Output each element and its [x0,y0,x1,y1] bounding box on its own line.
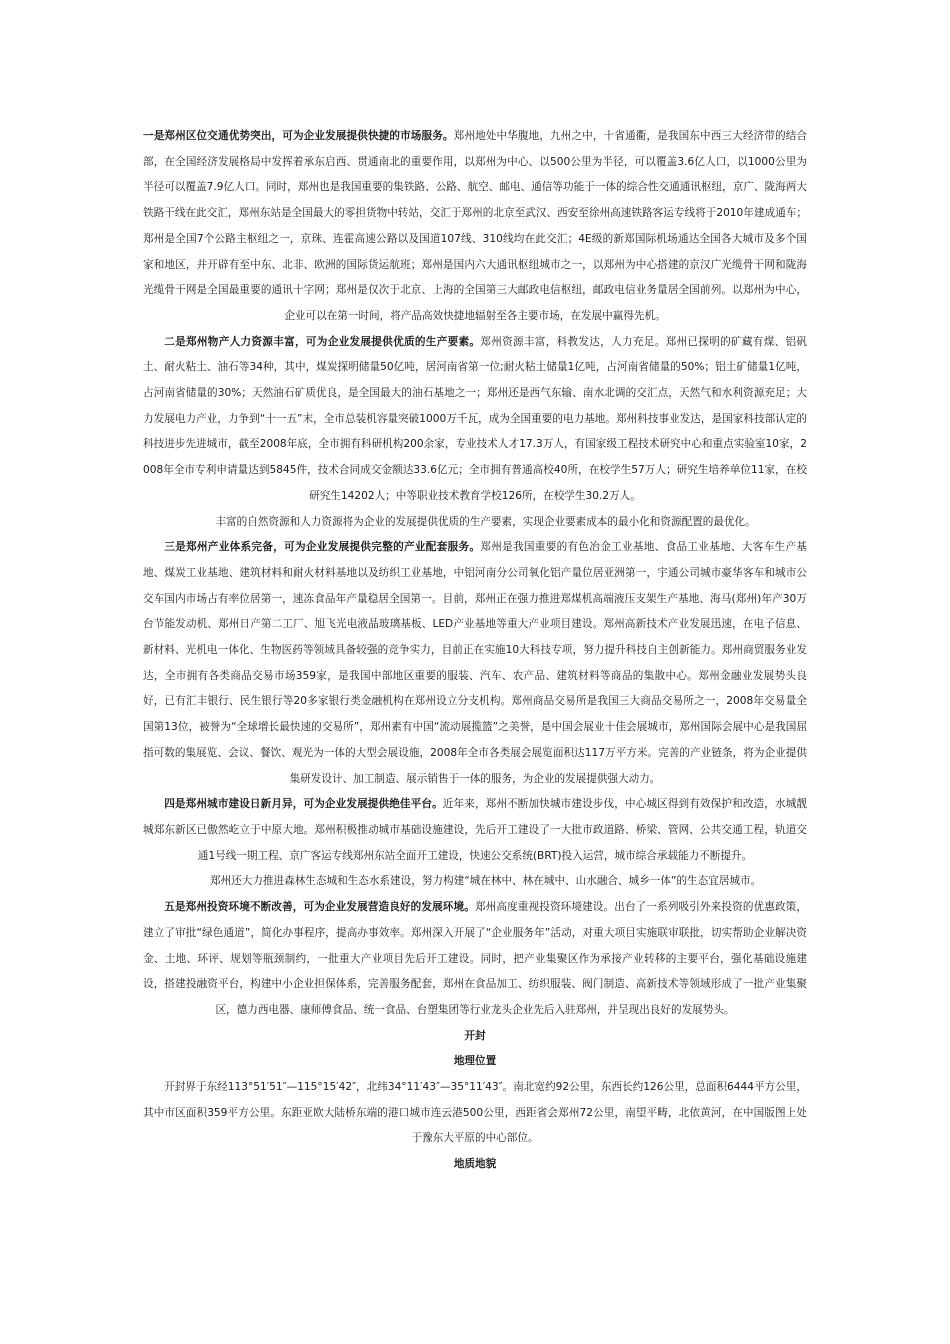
section-2-lead: 二是郑州物产人力资源丰富，可为企业发展提供优质的生产要素。 [164,335,481,348]
section-5-lead: 五是郑州投资环境不断改善，可为企业发展营造良好的发展环境。 [164,901,475,914]
section-2-body: 郑州资源丰富，科教发达，人力充足。郑州已探明的矿藏有煤、铝矾土、耐火粘土、油石等34种，其中，煤炭探明储量50亿吨，居河南省第一位;耐火粘土储量1亿吨，占河南省储量的50%；铝土矿储量1亿吨，占河南省储量的30%；天然油石矿质优良，是全国最大的油石基地之一；郑州还是西气东输、南水北调的交汇点，天然气和水利资源充足；大力发展电力产业，力争到“十一五”末，全市总装机容量突破1000万千瓦，成为全国重要的电力基地。郑州科技事业发达，是国家科技部认定的科技进步先进城市，截至2008年底，全市拥有科研机构200余家，专业技术人才17.3万人，有国家级工程技术研究中心和重点实验室10家，2008年全市专利申请量达到5845件，技术合同成交金额达33.6亿元；全市拥有普通高校40所，在校学生57万人；研究生培养单位11家，在校研究生14202人；中等职业技术教育学校126所，在校学生30.2万人。 [143,335,807,502]
section-4-tail: 郑州还大力推进森林生态城和生态水系建设，努力构建“城在林中、林在城中、山水融合、城乡一体”的生态宜居城市。 [209,875,762,888]
document-body [143,124,807,1178]
geo-paragraph: 开封界于东经113°51′51″—115°15′42″，北纬34°11′43″—35°11′43″。南北宽约92公里，东西长约126公里，总面积6444平方公里，其中市区面积359平方公里。东距亚欧大陆桥东端的港口城市连云港500公里，西距省会郑州72公里，南望平畴，北依黄河，在中国版图上处于豫东大平原的中心部位。 [143,1081,807,1145]
geo-heading: 地理位置 [453,1055,497,1068]
section-3 [143,535,807,792]
landform-heading: 地质地貌 [453,1158,497,1171]
section-1-lead: 一是郑州区位交通优势突出，可为企业发展提供快捷的市场服务。 [143,130,454,142]
section-4-body: 近年来，郑州不断加快城市建设步伐，中心城区得到有效保护和改造，水城靓城郑东新区已傲然屹立于中原大地。郑州积极推动城市基础设施建设，先后开工建设了一大批市政道路、桥梁、管网、公共交通工程，轨道交通1号线一期工程、京广客运专线郑州东站全面开工建设，快速公交系统(BRT)投入运营，城市综合承载能力不断提升。 [143,798,808,862]
section-4 [143,792,807,869]
section-1 [143,124,807,330]
section-3-lead: 三是郑州产业体系完备，可为企业发展提供完整的产业配套服务。 [164,541,481,554]
kaifeng-title: 开封 [464,1029,486,1042]
section-5 [143,895,807,1024]
section-1-body: 郑州地处中华腹地，九州之中，十省通衢，是我国东中西三大经济带的结合部，在全国经济发展格局中发挥着承东启西、贯通南北的重要作用，以郑州为中心、以500公里为半径，可以覆盖3.6亿人口，以1000公里为半径可以覆盖7.9亿人口。同时，郑州也是我国重要的集铁路、公路、航空、邮电、通信等功能于一体的综合性交通通讯枢纽，京广、陇海两大铁路干线在此交汇，郑州东站是全国最大的零担货物中转站，交汇于郑州的北京至武汉、西安至徐州高速铁路客运专线将于2010年建成通车；郑州是全国7个公路主枢纽之一，京珠、连霍高速公路以及国道107线、310线均在此交汇；4E级的新郑国际机场通达全国各大城市及多个国家和地区，并开辟有至中东、北非、欧洲的国际货运航班；郑州是国内六大通讯枢纽城市之一，以郑州为中心搭建的京汉广光缆骨干网和陇海光缆骨干网是全国最重要的通讯十字网；郑州是仅次于北京、上海的全国第三大邮政电信枢纽，邮政电信业务量居全国前列。以郑州为中心，企业可以在第一时间，将产品高效快捷地辐射至各主要市场，在发展中赢得先机。 [143,130,808,322]
section-5-body: 郑州高度重视投资环境建设。出台了一系列吸引外来投资的优惠政策，建立了审批“绿色通道”，简化办事程序，提高办事效率。郑州深入开展了“企业服务年”活动，对重大项目实施联审联批，切实帮助企业解决资金、土地、环评、规划等瓶颈制约，一批重大产业项目先后开工建设。同时，把产业集聚区作为承接产业转移的主要平台，强化基础设施建设，搭建投融资平台，构建中小企业担保体系，完善服务配套，郑州在食品加工、纺织服装、阀门制造、高新技术等领域形成了一批产业集聚区，德力西电器、康师傅食品、统一食品、台塑集团等行业龙头企业先后入驻郑州，并呈现出良好的发展势头。 [143,901,807,1016]
section-3-body: 郑州是我国重要的有色冶金工业基地、食品工业基地、大客车生产基地、煤炭工业基地、建筑材料和耐火材料基地以及纺织工业基地，中铝河南分公司氧化铝产量位居亚洲第一，宇通公司城市豪华客车和城市公交车国内市场占有率位居第一，速冻食品年产量稳居全国第一。目前，郑州正在强力推进郑煤机高端液压支架生产基地、海马(郑州)年产30万台节能发动机、郑州日产第二工厂、旭飞光电液晶玻璃基板、LED产业基地等重大产业项目建设。郑州高新技术产业发展迅速，在电子信息、新材料、光机电一体化、生物医药等领域具备较强的竞争实力，目前正在实施10大科技专项，努力提升科技自主创新能力。郑州商贸服务业发达，全市拥有各类商品交易市场359家，是我国中部地区重要的服装、汽车、农产品、建筑材料等商品的集散中心。郑州金融业发展势头良好，已有汇丰银行、民生银行等20多家银行类金融机构在郑州设立分支机构。郑州商品交易所是我国三大商品交易所之一，2008年交易量全国第13位，被誉为“全球增长最快速的交易所”，郑州素有中国“流动展揽篮”之美誉，是中国会展业十佳会展城市，郑州国际会展中心是我国屈指可数的集展览、会议、餐饮、观光为一体的大型会展设施，2008年全市各类展会展览面积达117万平方米。完善的产业链条，将为企业提供集研发设计、加工制造、展示销售于一体的服务，为企业的发展提供强大动力。 [143,541,807,785]
section-2 [143,330,807,510]
section-2-tail: 丰富的自然资源和人力资源将为企业的发展提供优质的生产要素，实现企业要素成本的最小化和资源配置的最优化。 [215,515,756,528]
section-4-lead: 四是郑州城市建设日新月异，可为企业发展提供绝佳平台。 [164,798,443,811]
